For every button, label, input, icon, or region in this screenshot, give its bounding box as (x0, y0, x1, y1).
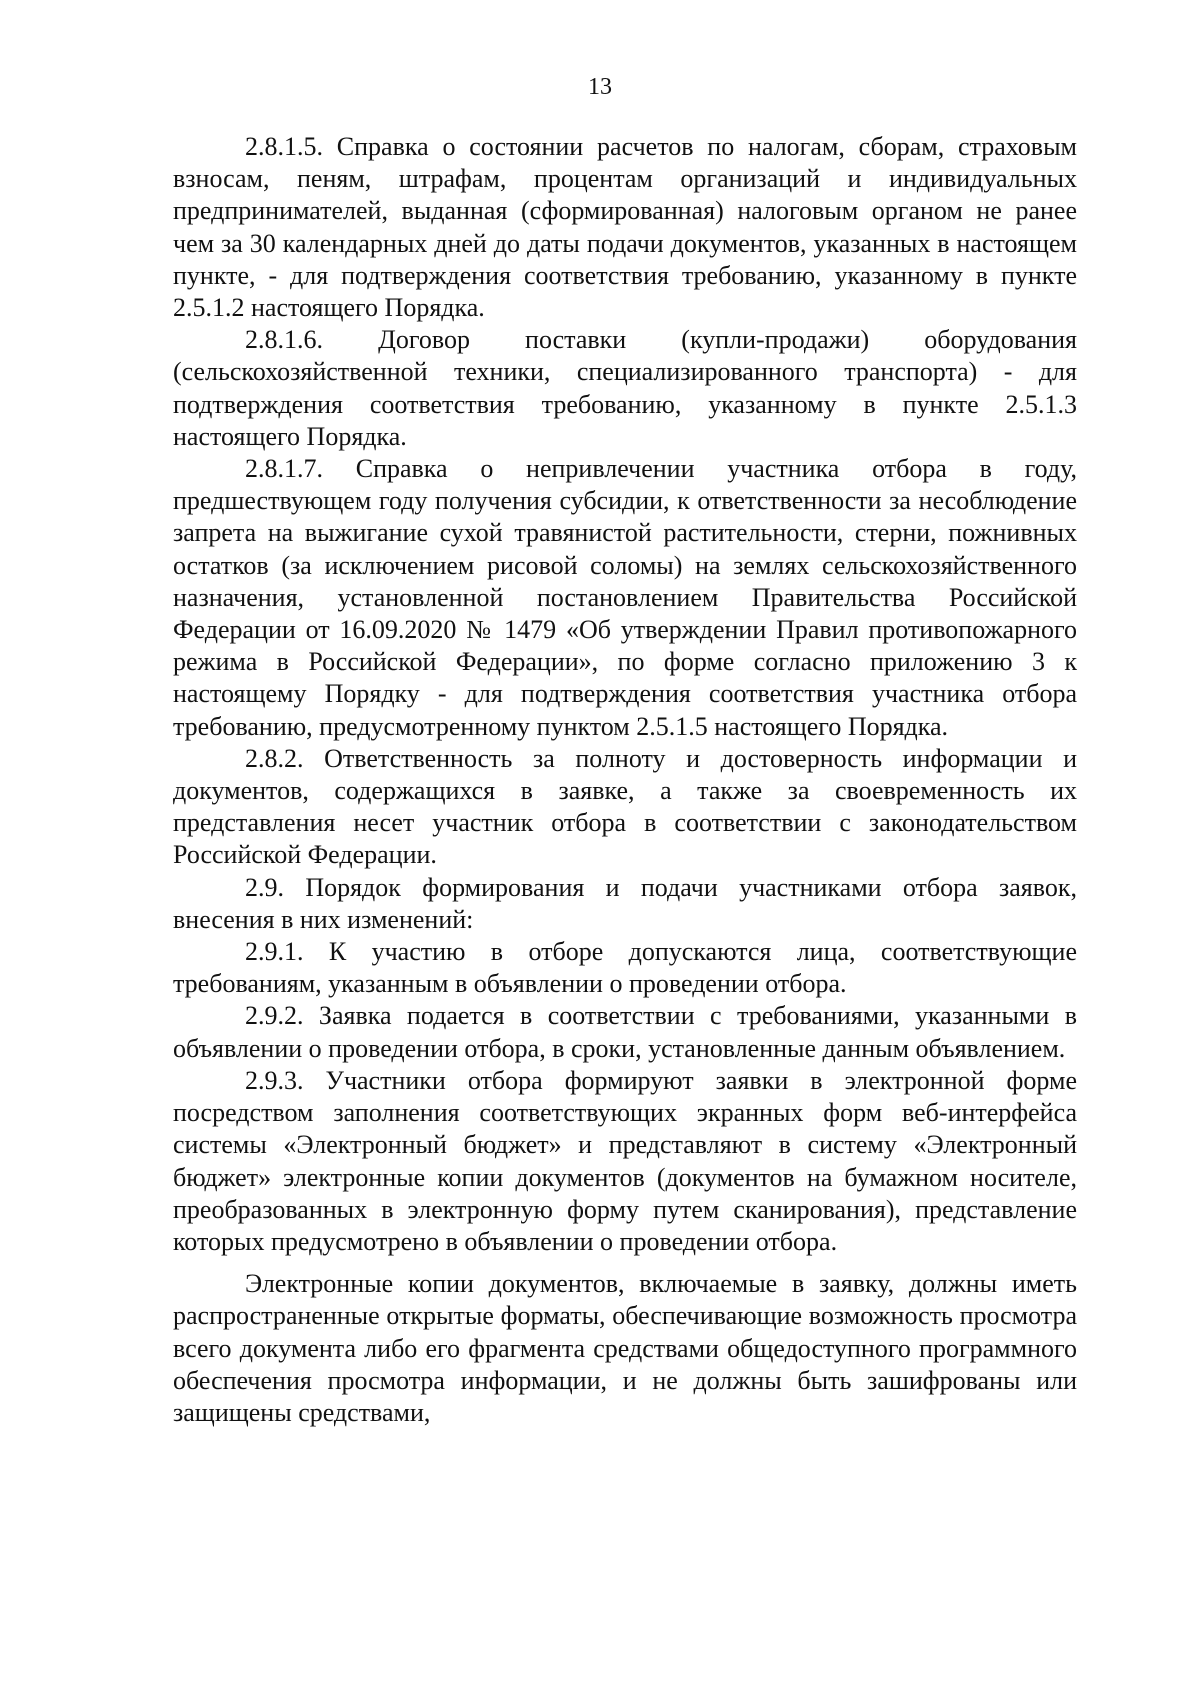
page-number: 13 (588, 74, 612, 100)
paragraph-2-8-1-6: 2.8.1.6. Договор поставки (купли-продажи) оборудования (сельскохозяйственной техники, специализированного транспорта) - для подтверждения соответствия требованию, указанному в пункте 2.5.1.3 настоящего Порядка. (173, 325, 1077, 451)
paragraph-2-8-2: 2.8.2. Ответственность за полноту и достоверность информации и документов, содержащихся в заявке, а также за своевременность их представления несет участник отбора в соответствии с законодательством Российской Федерации. (173, 743, 1077, 870)
paragraph-2-9: 2.9. Порядок формирования и подачи участниками отбора заявок, внесения в них изменений: (173, 872, 1077, 934)
paragraph-2-9-3: 2.9.3. Участники отбора формируют заявки в электронной форме посредством заполнения соответствующих экранных форм веб-интерфейса системы «Электронный бюджет» и представляют в систему «Электронный бюджет» электронные копии документов (документов на бумажном носителе, преобразованных в электронную форму путем сканирования), представление которых предусмотрено в объявлении о проведении отбора. (173, 1065, 1077, 1256)
paragraph-2-8-1-5: 2.8.1.5. Справка о состоянии расчетов по налогам, сборам, страховым взносам, пеням, штрафам, процентам организаций и индивидуальных предпринимателей, выданная (сформированная) налоговым органом не ранее чем за 30 календарных дней до даты подачи документов, указанных в настоящем пункте, - для подтверждения соответствия требованию, указанному в пункте 2.5.1.2 настоящего Порядка. (173, 132, 1077, 323)
paragraph-2-9-2: 2.9.2. Заявка подается в соответствии с требованиями, указанными в объявлении о проведении отбора, в сроки, установленные данным объявлением. (173, 1001, 1077, 1063)
paragraph-2-8-1-7: 2.8.1.7. Справка о непривлечении участника отбора в году, предшествующем году получения субсидии, к ответственности за несоблюдение запрета на выжигание сухой травянистой растительности, стерни, пожнивных остатков (за исключением рисовой соломы) на землях сельскохозяйственного назначения, установленной постановлением Правительства Российской Федерации от 16.09.2020 № 1479 «Об утверждении Правил противопожарного режима в Российской Федерации», по форме согласно приложению 3 к настоящему Порядку - для подтверждения соответствия участника отбора требованию, предусмотренному пунктом 2.5.1.5 настоящего Порядка. (173, 454, 1077, 741)
paragraph-electronic-copies: Электронные копии документов, включаемые в заявку, должны иметь распространенные открытые форматы, обеспечивающие возможность просмотра всего документа либо его фрагмента средствами общедоступного программного обеспечения просмотра информации, и не должны быть зашифрованы или защищены средствами, (173, 1269, 1077, 1427)
document-body (173, 131, 1077, 1429)
paragraph-2-9-1: 2.9.1. К участию в отборе допускаются лица, соответствующие требованиям, указанным в объявлении о проведении отбора. (173, 937, 1077, 999)
